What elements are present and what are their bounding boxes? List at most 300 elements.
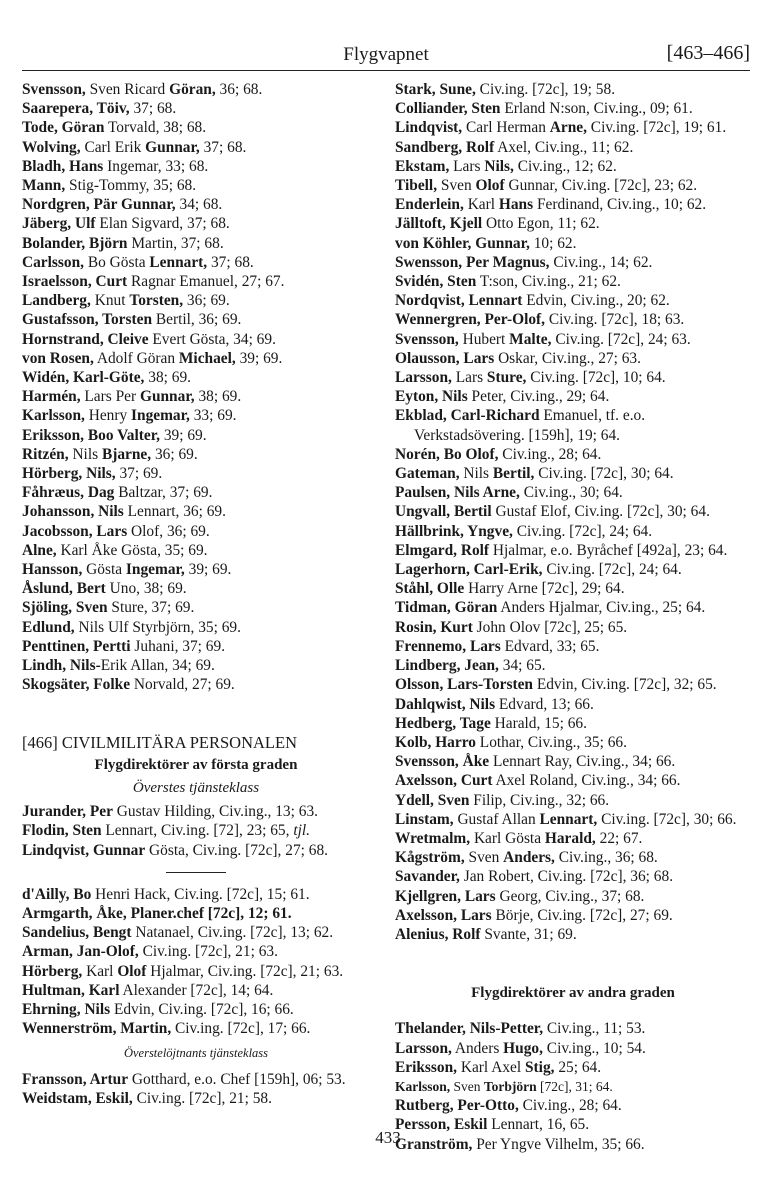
entry-details: Nils [68, 445, 102, 463]
entry-name: von Rosen, [22, 349, 94, 367]
entry-details: Civ.ing. [72c], 10; 64. [526, 369, 666, 387]
divider-rule [166, 872, 226, 873]
list-item [395, 848, 751, 867]
entry-details: 36; 69. [151, 445, 198, 463]
entry-details: John Olov [72c], 25; 65. [472, 618, 628, 636]
list-item [22, 176, 370, 195]
list-item [395, 1096, 751, 1115]
entry-name: Lindberg, Jean, [395, 657, 499, 675]
entry-name: Frennemo, Lars [395, 637, 501, 655]
entry-details: Henri Hack, Civ.ing. [72c], 15; 61. [91, 885, 310, 903]
entry-details: Sven Ricard [85, 81, 170, 98]
entry-details: Per Yngve Vilhelm, 35; 66. [472, 1135, 645, 1153]
rank-heading-overste: Överstes tjänsteklass [132, 779, 260, 796]
list-item [22, 598, 370, 617]
entry-name: Jälltoft, Kjell [395, 215, 483, 233]
entry-details: Peter, Civ.ing., 29; 64. [467, 388, 610, 406]
entry-name: Ingemar, [125, 561, 185, 579]
entry-details: Erland N:son, Civ.ing., 09; 61. [500, 100, 693, 118]
entry-name: Savander, [395, 868, 460, 886]
entry-name: Nils, [484, 157, 514, 175]
entry-details: Juhani, 37; 69. [130, 637, 226, 655]
entry-name: Skogsäter, Folke [22, 676, 131, 694]
entry-name: Armgarth, Åke, Planer.chef [72c], 12; 61. [22, 904, 292, 922]
entry-name: Tibell, [395, 177, 438, 195]
list-item [395, 925, 751, 944]
entry-name: Arne, [549, 119, 587, 137]
entry-details: Oskar, Civ.ing., 27; 63. [494, 349, 641, 367]
list-item [395, 291, 751, 310]
entry-details: Sture, 37; 69. [107, 599, 195, 617]
list-item [395, 618, 751, 637]
list-item [395, 675, 751, 694]
entry-details: Civ.ing., 30; 64. [519, 484, 623, 502]
entry-details: Gotthard, e.o. Chef [159h], 06; 53. [128, 1070, 346, 1088]
entry-name: Gustafsson, Torsten [22, 311, 153, 329]
entry-details: Civ.ing., 28; 64. [518, 1097, 622, 1115]
list-item [395, 1058, 751, 1077]
entry-details: Stig-Tommy, 35; 68. [65, 177, 197, 195]
entry-details: Karl Åke Gösta, 35; 69. [56, 541, 208, 559]
entry-details: Anders [451, 1039, 504, 1057]
entry-details: Axel Roland, Civ.ing., 34; 66. [492, 772, 681, 790]
list-item [395, 1019, 751, 1038]
entry-details: T:son, Civ.ing., 21; 62. [476, 273, 621, 291]
entry-name: Alenius, Rolf [395, 925, 481, 943]
entry-name: Svensson, [22, 81, 86, 98]
left-entry-list-3 [22, 885, 370, 1039]
entry-details: Edvard, 13; 66. [495, 695, 594, 713]
list-item [22, 885, 370, 904]
list-item [22, 445, 370, 464]
entry-name: Olof [117, 962, 147, 980]
entry-name: Ekstam, [395, 157, 450, 175]
entry-details: Börje, Civ.ing. [72c], 27; 69. [491, 906, 673, 924]
entry-details: [72c], 31; 64. [536, 1078, 613, 1094]
entry-details: Civ.ing. [72c], 18; 63. [545, 311, 685, 329]
list-item [395, 791, 751, 810]
list-item [395, 99, 751, 118]
entry-name: Karlsson, [22, 407, 85, 425]
list-item [22, 560, 370, 579]
list-item [395, 253, 751, 272]
entry-name: Rutberg, Per-Otto, [395, 1097, 519, 1115]
entry-details: Karl Gösta [470, 829, 545, 847]
entry-name: Eriksson, [395, 1058, 458, 1076]
right-column [395, 80, 751, 1154]
entry-name: Arman, Jan-Olof, [22, 943, 139, 961]
list-item [395, 272, 751, 291]
list-item [395, 887, 751, 906]
entry-details: Bertil, 36; 69. [152, 311, 242, 329]
entry-details: Ingemar, 33; 68. [103, 157, 209, 175]
entry-details: Henry [84, 407, 132, 425]
entry-name: Lennart, [149, 253, 208, 271]
list-item [395, 157, 751, 176]
entry-details: Uno, 38; 69. [105, 580, 187, 598]
entry-name: von Köhler, Gunnar, [395, 234, 530, 252]
entry-name: Ekblad, Carl-Richard [395, 407, 540, 425]
entry-name: Linstam, [395, 810, 454, 828]
entry-details: Karl [82, 962, 118, 980]
entry-name: Gunnar, [145, 138, 200, 156]
entry-name: Olsson, Lars-Torsten [395, 676, 533, 694]
entry-name: Sture, [486, 369, 527, 387]
entry-name: Sandberg, Rolf [395, 138, 495, 156]
list-item [22, 483, 370, 502]
entry-details: Civ.ing. [72c], 21; 58. [132, 1089, 272, 1107]
list-item [395, 234, 751, 253]
entry-details: Edvin, Civ.ing. [72c], 32; 65. [532, 676, 717, 694]
entry-name: Harald, [544, 829, 596, 847]
entry-name: Enderlein, [395, 196, 464, 214]
entry-details: Lennart Ray, Civ.ing., 34; 66. [489, 753, 676, 771]
entry-name: Malte, [509, 330, 552, 348]
entry-details: Lennart, 36; 69. [123, 503, 226, 521]
entry-name: Fåhræus, Dag [22, 484, 115, 502]
entry-details: Civ.ing., 10; 54. [542, 1039, 646, 1057]
entry-details: Gustaf Elof, Civ.ing. [72c], 30; 64. [491, 503, 710, 521]
entry-name: Michael, [178, 349, 236, 367]
entry-details: Karl [463, 196, 499, 214]
entry-name: Israelsson, Curt [22, 273, 128, 291]
entry-name: Bertil, [492, 465, 535, 483]
list-item [22, 464, 370, 483]
list-item [22, 675, 370, 694]
entry-details: Civ.ing. [72c], 17; 66. [171, 1020, 311, 1038]
entry-name: Johansson, Nils [22, 503, 124, 521]
list-item [395, 579, 751, 598]
grade-heading-second: Flygdirektörer av andra graden [471, 985, 675, 1002]
entry-details: Lennart, Civ.ing. [72], 23; 65, [101, 822, 294, 840]
entry-name: Ehrning, Nils [22, 1000, 111, 1018]
list-item [22, 349, 370, 368]
entry-name: Carlsson, [22, 253, 84, 271]
entry-details: Harald, 15; 66. [490, 714, 587, 732]
entry-details: Gunnar, Civ.ing. [72c], 23; 62. [504, 177, 698, 195]
entry-details: Civ.ing., 12; 62. [513, 157, 617, 175]
entry-name: Hedberg, Tage [395, 714, 491, 732]
entry-details: Carl Erik [80, 138, 146, 156]
entry-name: Ståhl, Olle [395, 580, 465, 598]
entry-name: Wennerström, Martin, [22, 1020, 172, 1038]
entry-details: Sven [464, 849, 504, 867]
list-item [22, 214, 370, 233]
entry-details: 36; 69. [183, 292, 230, 310]
list-item [22, 541, 370, 560]
entry-name: Nordqvist, Lennart [395, 292, 523, 310]
entry-name: Thelander, Nils-Petter, [395, 1020, 544, 1038]
entry-details: 33; 69. [189, 407, 237, 425]
entry-details: Emanuel, tf. e.o. Verkstadsövering. [159h], 19; 64. [414, 407, 646, 444]
entry-name: Bladh, Hans [22, 157, 104, 175]
entry-details: Nils [459, 465, 493, 483]
entry-name: Larsson, [395, 1039, 452, 1057]
entry-details: Gösta, Civ.ing. [72c], 27; 68. [145, 841, 329, 859]
list-item [395, 464, 751, 483]
list-item [22, 195, 370, 214]
list-item [395, 387, 751, 406]
list-item [395, 829, 751, 848]
spacer [395, 1007, 751, 1019]
list-item [22, 118, 370, 137]
entry-details: Olof, 36; 69. [127, 522, 210, 540]
entry-name: Fransson, Artur [22, 1070, 129, 1088]
list-item [395, 349, 751, 368]
list-item [22, 291, 370, 310]
entry-details: Torvald, 38; 68. [104, 119, 207, 137]
entry-name: Svensson, [395, 330, 459, 348]
entry-name: Saarepera, Töiv, [22, 100, 130, 118]
entry-details: Civ.ing. [72c], 30; 64. [534, 465, 674, 483]
entry-name: Hugo, [503, 1039, 543, 1057]
entry-details: Civ.ing., 36; 68. [554, 849, 658, 867]
list-item [395, 656, 751, 675]
list-item [22, 387, 370, 406]
list-item [395, 1077, 751, 1096]
entry-name: Wennergren, Per-Olof, [395, 311, 546, 329]
list-item [395, 330, 751, 349]
entry-name: Lennart, [539, 810, 598, 828]
entry-name: Tidman, Göran [395, 599, 498, 617]
entry-name: Ritzén, [22, 445, 69, 463]
list-item [22, 502, 370, 521]
list-item [22, 272, 370, 291]
entry-name: Kjellgren, Lars [395, 887, 496, 905]
list-item [395, 1039, 751, 1058]
entry-name: Colliander, Sten [395, 100, 501, 118]
list-item [395, 406, 751, 444]
entry-details: Civ.ing., 11; 53. [543, 1020, 646, 1038]
entry-name: Karlsson, [395, 1078, 451, 1094]
entry-name: d'Ailly, Bo [22, 885, 92, 903]
entry-name: Lindh, Nils- [22, 657, 101, 675]
entry-details: Ferdinand, Civ.ing., 10; 62. [533, 196, 707, 214]
entry-name: Elmgard, Rolf [395, 541, 490, 559]
entry-name: Torsten, [129, 292, 184, 310]
entry-name: Kolb, Harro [395, 733, 476, 751]
entry-details: Axel, Civ.ing., 11; 62. [494, 138, 634, 156]
running-title: Flygvapnet [343, 44, 429, 65]
entry-name: Sjöling, Sven [22, 599, 108, 617]
entry-details: Edvard, 33; 65. [500, 637, 600, 655]
entry-details: Norvald, 27; 69. [130, 676, 235, 694]
list-item [22, 310, 370, 329]
entry-name: Dahlqwist, Nils [395, 695, 496, 713]
entry-details: 39; 69. [184, 561, 232, 579]
entry-details: 37; 68. [199, 138, 247, 156]
entry-details: 37; 68. [207, 253, 254, 271]
entry-name: Sandelius, Bengt [22, 924, 132, 942]
list-item [22, 1070, 370, 1089]
entry-details: Otto Egon, 11; 62. [482, 215, 600, 233]
list-item [22, 426, 370, 445]
entry-name: Penttinen, Pertti [22, 637, 131, 655]
list-item [22, 802, 370, 821]
entry-details: 38; 69. [194, 388, 242, 406]
list-item [22, 656, 370, 675]
entry-name: Åslund, Bert [22, 580, 106, 598]
spacer [22, 695, 370, 733]
entry-details: Nils Ulf Styrbjörn, 35; 69. [74, 618, 241, 636]
entry-name: Ydell, Sven [395, 791, 470, 809]
entry-details: Filip, Civ.ing., 32; 66. [469, 791, 610, 809]
entry-details: Lars [451, 369, 487, 387]
entry-details: Hjalmar, e.o. Byråchef [492a], 23; 64. [489, 541, 728, 559]
list-item [395, 695, 751, 714]
list-item [395, 310, 751, 329]
entry-name: Jäberg, Ulf [22, 215, 96, 233]
list-item [395, 522, 751, 541]
entry-details: 10; 62. [529, 234, 577, 252]
list-item [22, 618, 370, 637]
list-item [395, 733, 751, 752]
entry-details: Erik Allan, 34; 69. [100, 657, 215, 675]
list-item [395, 906, 751, 925]
entry-name: Ungvall, Bertil [395, 503, 492, 521]
list-item [395, 445, 751, 464]
entry-name: Stark, Sune, [395, 81, 476, 98]
list-item [22, 368, 370, 387]
entry-details: 37; 69. [115, 465, 163, 483]
entry-name: Ingemar, [131, 407, 190, 425]
entry-name: Hörberg, Nils, [22, 465, 116, 483]
entry-name: Hultman, Karl [22, 981, 120, 999]
entry-details: Edvin, Civ.ing., 20; 62. [522, 292, 670, 310]
entry-name: Flodin, Sten [22, 822, 102, 840]
entry-name: Mann, [22, 177, 66, 195]
list-item [22, 962, 370, 981]
entry-name: Alne, [22, 541, 57, 559]
left-entry-list-2 [22, 802, 370, 860]
entry-details: 25; 64. [554, 1058, 602, 1076]
entry-details: Hjalmar, Civ.ing. [72c], 21; 63. [146, 962, 344, 980]
entry-name: Nordgren, Pär Gunnar, [22, 196, 176, 214]
entry-details: Gustav Hilding, Civ.ing., 13; 63. [112, 803, 318, 821]
list-item [395, 118, 751, 137]
entry-details: Gustaf Allan [453, 810, 540, 828]
entry-name: Eyton, Nils [395, 388, 468, 406]
entry-name: Norén, Bo Olof, [395, 445, 499, 463]
page-header [22, 40, 750, 71]
entry-name: Tode, Göran [22, 119, 105, 137]
list-item [22, 904, 370, 923]
entry-details: Civ.ing. [72c], 19; 58. [475, 81, 616, 98]
list-item [395, 176, 751, 195]
entry-details: Bo Gösta [84, 253, 150, 271]
entry-name: Jacobsson, Lars [22, 522, 128, 540]
list-item [395, 541, 751, 560]
entry-details: Lars [449, 157, 485, 175]
list-item [395, 502, 751, 521]
entry-details: 36; 68. [215, 81, 263, 98]
entry-name: Axelsson, Lars [395, 906, 492, 924]
entry-name: Stig, [524, 1058, 555, 1076]
list-item [22, 1000, 370, 1019]
entry-details: 38; 69. [144, 369, 192, 387]
list-item [22, 821, 370, 840]
entry-details: Ragnar Emanuel, 27; 67. [127, 273, 285, 291]
entry-details: Civ.ing., 14; 62. [549, 253, 653, 271]
entry-details: 39; 69. [235, 349, 283, 367]
entry-name: Jurander, Per [22, 803, 113, 821]
entry-details: Lothar, Civ.ing., 35; 66. [475, 733, 627, 751]
entry-name: Gateman, [395, 465, 460, 483]
entry-name: Olausson, Lars [395, 349, 495, 367]
left-column [22, 80, 370, 1108]
rank-heading-overstelojtnant: Överstelöjtnants tjänsteklass [123, 1046, 269, 1061]
entry-details: Sven [450, 1078, 484, 1094]
entry-name: Edlund, [22, 618, 75, 636]
entry-details: Gösta [82, 561, 126, 579]
entry-name: Swensson, Per Magnus, [395, 253, 550, 271]
entry-details: Civ.ing. [72c], 30; 66. [597, 810, 737, 828]
list-item [395, 867, 751, 886]
entry-details: 39; 69. [159, 426, 207, 444]
entry-details: 22; 67. [595, 829, 643, 847]
list-item [22, 99, 370, 118]
entry-details: Natanael, Civ.ing. [72c], 13; 62. [131, 924, 334, 942]
list-item [395, 598, 751, 617]
right-entry-list-1 [395, 80, 751, 944]
list-item [395, 80, 751, 99]
entry-name: Lindqvist, Gunnar [22, 841, 146, 859]
entry-name: Hansson, [22, 561, 83, 579]
entry-details: Civ.ing. [72c], 21; 63. [138, 943, 278, 961]
entry-details: Svante, 31; 69. [480, 925, 577, 943]
entry-details: Adolf Göran [93, 349, 179, 367]
list-item [395, 637, 751, 656]
entry-details: 34; 65. [498, 657, 546, 675]
page-number: 433 [375, 1128, 401, 1147]
list-item [22, 234, 370, 253]
entry-name: Harmén, [22, 388, 81, 406]
entry-details: Carl Herman [462, 119, 550, 137]
entry-name: Svensson, Åke [395, 753, 490, 771]
entry-details: Georg, Civ.ing., 37; 68. [495, 887, 645, 905]
grade-heading-first: Flygdirektörer av första graden [94, 756, 298, 773]
entry-details: Civ.ing. [72c], 24; 63. [551, 330, 691, 348]
entry-name: Lagerhorn, Carl-Erik, [395, 561, 543, 579]
entry-name: Bolander, Björn [22, 234, 128, 252]
entry-name: Widén, Karl-Göte, [22, 369, 145, 387]
entry-name: Axelsson, Curt [395, 772, 493, 790]
entry-details: Civ.ing. [72c], 24; 64. [512, 522, 653, 540]
entry-details: Hubert [458, 330, 510, 348]
list-item [22, 406, 370, 425]
left-entry-list-4 [22, 1070, 370, 1108]
entry-details: Lars Per [80, 388, 140, 406]
entry-name: Rosin, Kurt [395, 618, 473, 636]
entry-name: Göran, [169, 81, 216, 98]
section-heading: [466] CIVILMILITÄRA PERSONALEN [22, 732, 297, 752]
entry-details: Jan Robert, Civ.ing. [72c], 36; 68. [459, 868, 674, 886]
entry-name: Persson, Eskil [395, 1116, 488, 1134]
entry-name: Eriksson, Boo Valter, [22, 426, 160, 444]
entry-details: Sven [437, 177, 476, 195]
list-item [22, 942, 370, 961]
list-item [22, 1019, 370, 1038]
entry-details: Evert Gösta, 34; 69. [148, 330, 276, 348]
list-item [22, 637, 370, 656]
list-item [395, 714, 751, 733]
entry-details: Harry Arne [72c], 29; 64. [464, 580, 625, 598]
entry-details: 34; 68. [175, 196, 223, 214]
list-item [395, 752, 751, 771]
entry-name: Weidstam, Eskil, [22, 1089, 133, 1107]
left-entry-list-1 [22, 80, 370, 695]
entry-name: Gunnar, [139, 388, 195, 406]
